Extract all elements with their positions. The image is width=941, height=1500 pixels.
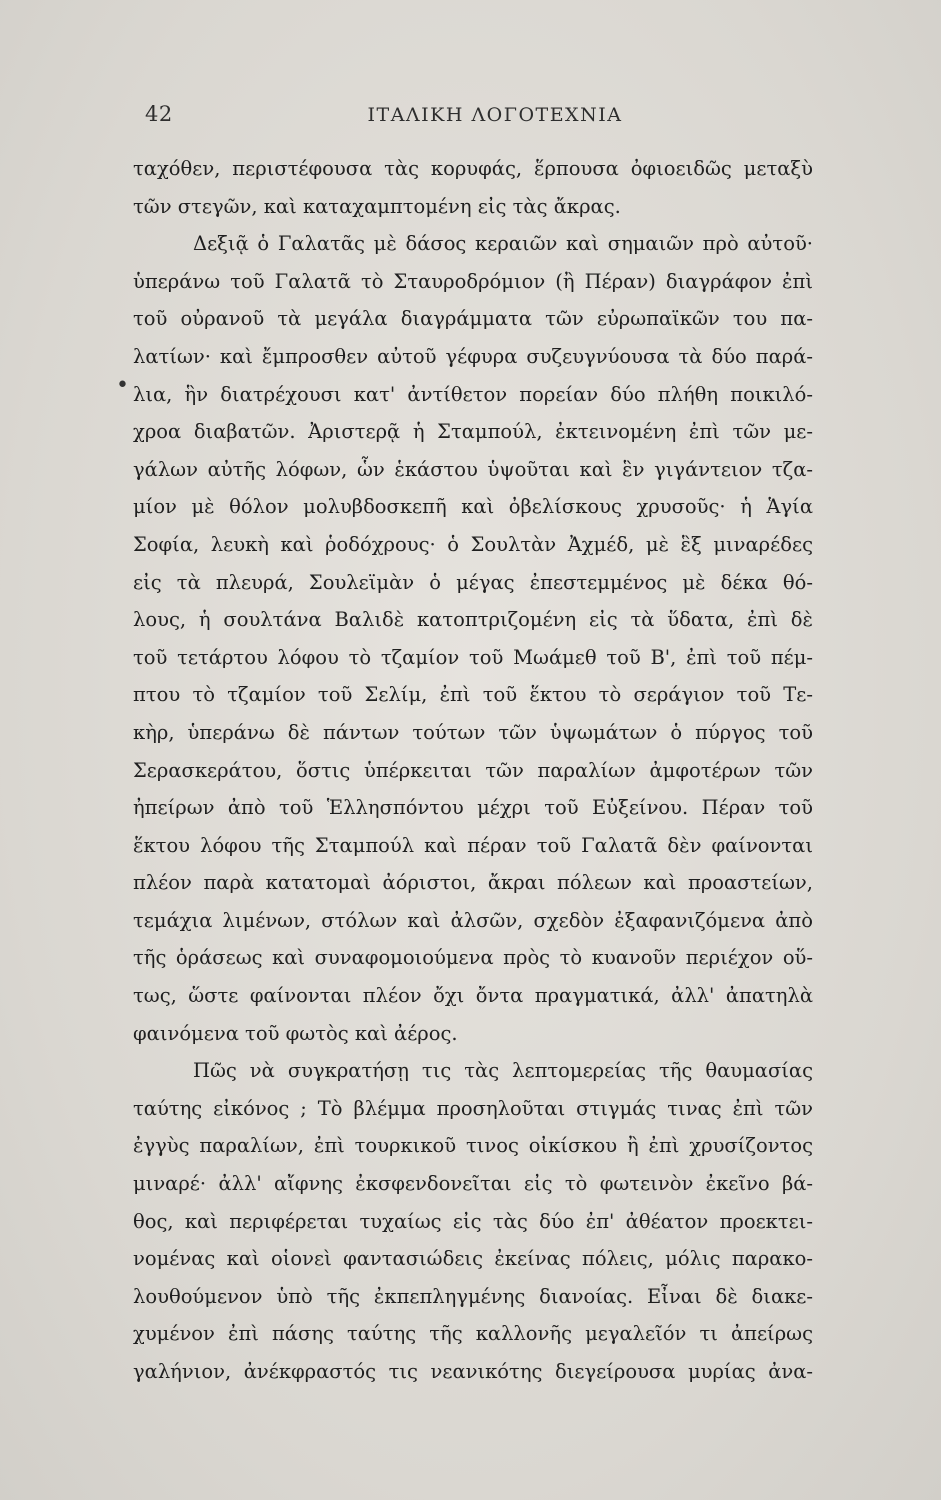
text-line: ὑπεράνω τοῦ Γαλατᾶ τὸ Σταυροδρόμιον (ἢ Πέραν) διαγράφον ἐπὶ (133, 269, 813, 293)
text-line: μιναρέ· ἀλλ' αἴφνης ἐκσφενδονεῖται εἰς τὸ φωτεινὸν ἐκεῖνο βά- (133, 1172, 813, 1196)
text-line: μίον μὲ θόλον μολυβδοσκεπῆ καὶ ὀβελίσκους χρυσοῦς· ἡ Ἁγία (133, 495, 813, 519)
body-text (133, 150, 813, 1391)
running-head: ΙΤΑΛΙΚΗ ΛΟΓΟΤΕΧΝΙΑ (367, 104, 623, 126)
text-line: Σοφία, λευκὴ καὶ ῥοδόχρους· ὁ Σουλτὰν Ἀχμέδ, μὲ ἓξ μιναρέδες (133, 532, 813, 556)
text-line: τῶν στεγῶν, καὶ καταχαμπτομένη εἰς τὰς ἄκρας. (133, 194, 621, 218)
text-line: ταχόθεν, περιστέφουσα τὰς κορυφάς, ἕρπουσα ὀφιοειδῶς μεταξὺ (133, 157, 813, 180)
text-line: λατίων· καὶ ἔμπροσθεν αὐτοῦ γέφυρα συζευγνύουσα τὰ δύο παρά- (133, 344, 813, 368)
text-line: γαλήνιον, ἀνέκφραστός τις νεανικότης διεγείρουσα μυρίας ἀνα- (133, 1360, 813, 1383)
text-line: Δεξιᾷ ὁ Γαλατᾶς μὲ δάσος κεραιῶν καὶ σημαιῶν πρὸ αὐτοῦ· (193, 232, 813, 256)
text-line: ταύτης εἰκόνος ; Τὸ βλέμμα προσηλοῦται στιγμάς τινας ἐπὶ τῶν (133, 1096, 813, 1120)
margin-mark: • (116, 373, 129, 398)
text-line: ἕκτου λόφου τῆς Σταμπούλ καὶ πέραν τοῦ Γαλατᾶ δὲν φαίνονται (133, 833, 813, 857)
text-line: θος, καὶ περιφέρεται τυχαίως εἰς τὰς δύο ἐπ' ἀθέατον προεκτει- (133, 1209, 813, 1233)
text-line: τως, ὥστε φαίνονται πλέον ὄχι ὄντα πραγματικά, ἀλλ' ἀπατηλὰ (133, 984, 813, 1008)
text-line: πλέον παρὰ κατατομαὶ ἀόριστοι, ἄκραι πόλεων καὶ προαστείων, (133, 871, 813, 895)
text-line: χροα διαβατῶν. Ἀριστερᾷ ἡ Σταμπούλ, ἐκτεινομένη ἐπὶ τῶν με- (133, 420, 813, 444)
text-line: ἐγγὺς παραλίων, ἐπὶ τουρκικοῦ τινος οἰκίσκου ἢ ἐπὶ χρυσίζοντος (133, 1134, 813, 1158)
page-header (145, 100, 805, 136)
text-line: λουθούμενον ὑπὸ τῆς ἐκπεπληγμένης διανοίας. Εἶναι δὲ διακε- (133, 1284, 813, 1308)
text-line: τοῦ τετάρτου λόφου τὸ τζαμίον τοῦ Μωάμεθ τοῦ Β', ἐπὶ τοῦ πέμ- (133, 645, 813, 669)
text-line: Σερασκεράτου, ὅστις ὑπέρκειται τῶν παραλίων ἀμφοτέρων τῶν (133, 758, 813, 782)
text-line: τεμάχια λιμένων, στόλων καὶ ἀλσῶν, σχεδὸν ἐξαφανιζόμενα ἀπὸ (133, 908, 813, 932)
text-line: πτου τὸ τζαμίον τοῦ Σελίμ, ἐπὶ τοῦ ἕκτου τὸ σεράγιον τοῦ Τε- (133, 683, 813, 707)
text-line: τῆς ὁράσεως καὶ συναφομοιούμενα πρὸς τὸ κυανοῦν περιέχον οὕ- (133, 946, 813, 970)
text-line: λους, ἡ σουλτάνα Βαλιδὲ κατοπτριζομένη εἰς τὰ ὕδατα, ἐπὶ δὲ (133, 608, 813, 632)
text-line: νομένας καὶ οἱονεὶ φαντασιώδεις ἐκείνας πόλεις, μόλις παρακο- (133, 1247, 813, 1271)
text-line: λια, ἣν διατρέχουσι κατ' ἀντίθετον πορείαν δύο πλήθη ποικιλό- (133, 382, 813, 406)
text-line: κὴρ, ὑπεράνω δὲ πάντων τούτων τῶν ὑψωμάτων ὁ πύργος τοῦ (133, 720, 813, 744)
text-line: τοῦ οὐρανοῦ τὰ μεγάλα διαγράμματα τῶν εὐρωπαϊκῶν του πα- (133, 307, 813, 331)
text-line: χυμένον ἐπὶ πάσης ταύτης τῆς καλλονῆς μεγαλεῖόν τι ἀπείρως (133, 1322, 813, 1346)
text-line: εἰς τὰ πλευρά, Σουλεϊμὰν ὁ μέγας ἐπεστεμμένος μὲ δέκα θό- (133, 570, 813, 594)
page-number: 42 (145, 102, 173, 126)
text-line: φαινόμενα τοῦ φωτὸς καὶ ἀέρος. (133, 1021, 458, 1045)
text-line: Πῶς νὰ συγκρατήσῃ τις τὰς λεπτομερείας τῆς θαυμασίας (193, 1059, 813, 1083)
text-line: ἠπείρων ἀπὸ τοῦ Ἑλλησπόντου μέχρι τοῦ Εὐξείνου. Πέραν τοῦ (133, 796, 813, 820)
text-line: γάλων αὐτῆς λόφων, ὧν ἑκάστου ὑψοῦται καὶ ἓν γιγάντειον τζα- (133, 457, 813, 481)
